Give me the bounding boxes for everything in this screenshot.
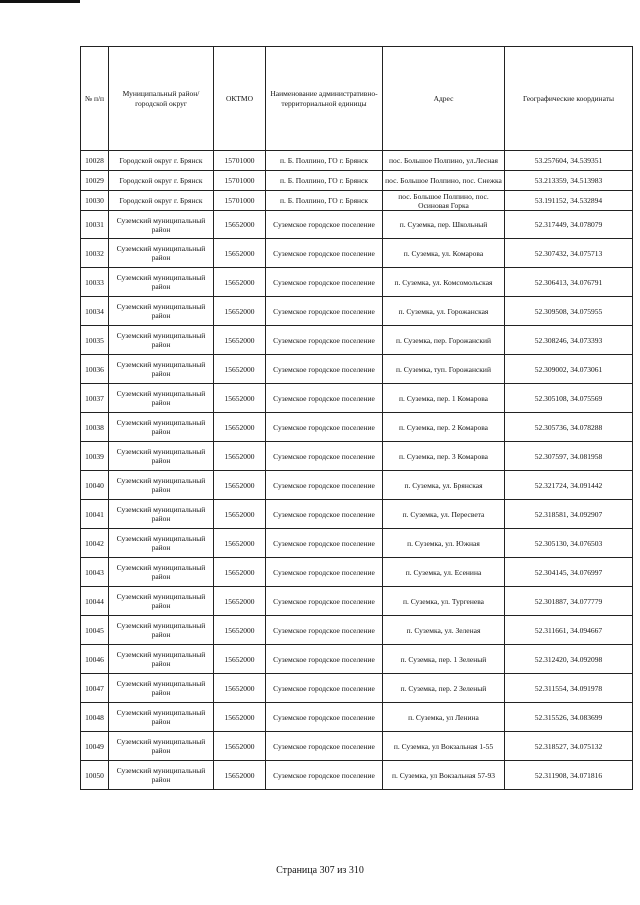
table-row [81,587,633,616]
cell-district: Суземский муниципальный район [109,297,214,326]
header-address: Адрес [383,47,505,151]
cell-district: Суземский муниципальный район [109,239,214,268]
cell-coords: 52.318581, 34.092907 [505,500,633,529]
table-body [81,151,633,790]
cell-coords: 52.304145, 34.076997 [505,558,633,587]
cell-address: п. Суземка, ул Вокзальная 1-55 [383,732,505,761]
table-row [81,355,633,384]
cell-unit: Суземское городское поселение [266,761,383,790]
cell-district: Суземский муниципальный район [109,587,214,616]
table-row [81,471,633,500]
cell-num: 10028 [81,151,109,171]
cell-num: 10039 [81,442,109,471]
cell-district: Суземский муниципальный район [109,326,214,355]
cell-num: 10031 [81,211,109,239]
cell-district: Суземский муниципальный район [109,211,214,239]
cell-address: п. Суземка, пер. 2 Комарова [383,413,505,442]
cell-unit: Суземское городское поселение [266,355,383,384]
cell-address: пос. Большое Полпино, ул.Лесная [383,151,505,171]
cell-num: 10045 [81,616,109,645]
cell-address: п. Суземка, ул. Комарова [383,239,505,268]
table-header-row [81,47,633,151]
cell-district: Суземский муниципальный район [109,674,214,703]
cell-district: Суземский муниципальный район [109,471,214,500]
cell-district: Суземский муниципальный район [109,413,214,442]
cell-oktmo: 15652000 [214,211,266,239]
table-row [81,297,633,326]
cell-coords: 52.309002, 34.073061 [505,355,633,384]
cell-coords: 52.307597, 34.081958 [505,442,633,471]
cell-address: п. Суземка, ул. Тургенева [383,587,505,616]
table-row [81,268,633,297]
cell-unit: п. Б. Полпино, ГО г. Брянск [266,171,383,191]
cell-coords: 52.301887, 34.077779 [505,587,633,616]
address-table [80,46,633,790]
table-row [81,171,633,191]
cell-num: 10046 [81,645,109,674]
cell-unit: Суземское городское поселение [266,616,383,645]
cell-coords: 52.305130, 34.076503 [505,529,633,558]
cell-unit: Суземское городское поселение [266,442,383,471]
table-row [81,500,633,529]
header-num: № п/п [81,47,109,151]
cell-num: 10035 [81,326,109,355]
table-row [81,211,633,239]
table-row [81,442,633,471]
cell-address: пос. Большое Полпино, пос. Снежка [383,171,505,191]
cell-unit: Суземское городское поселение [266,413,383,442]
cell-num: 10030 [81,191,109,211]
table-row [81,761,633,790]
cell-address: п. Суземка, ул. Комсомольская [383,268,505,297]
table-row [81,326,633,355]
cell-address: п. Суземка, ул Вокзальная 57-93 [383,761,505,790]
cell-district: Суземский муниципальный район [109,529,214,558]
table-row [81,191,633,211]
table-row [81,674,633,703]
table-row [81,703,633,732]
cell-oktmo: 15652000 [214,268,266,297]
cell-coords: 52.311908, 34.071816 [505,761,633,790]
cell-address: п. Суземка, туп. Горожанский [383,355,505,384]
cell-coords: 52.305108, 34.075569 [505,384,633,413]
cell-unit: п. Б. Полпино, ГО г. Брянск [266,151,383,171]
cell-num: 10032 [81,239,109,268]
cell-unit: Суземское городское поселение [266,674,383,703]
cell-address: п. Суземка, пер. 2 Зеленый [383,674,505,703]
cell-oktmo: 15652000 [214,558,266,587]
table-row [81,413,633,442]
cell-oktmo: 15652000 [214,297,266,326]
cell-unit: Суземское городское поселение [266,587,383,616]
header-district: Муниципальный район/городской округ [109,47,214,151]
cell-district: Суземский муниципальный район [109,645,214,674]
cell-oktmo: 15701000 [214,171,266,191]
cell-oktmo: 15652000 [214,529,266,558]
table-row [81,239,633,268]
cell-unit: Суземское городское поселение [266,211,383,239]
cell-district: Суземский муниципальный район [109,761,214,790]
cell-oktmo: 15701000 [214,191,266,211]
cell-address: п. Суземка, ул Ленина [383,703,505,732]
cell-unit: Суземское городское поселение [266,500,383,529]
cell-num: 10036 [81,355,109,384]
cell-oktmo: 15652000 [214,239,266,268]
cell-district: Суземский муниципальный район [109,500,214,529]
top-rule [0,0,80,3]
cell-district: Городской округ г. Брянск [109,151,214,171]
cell-address: п. Суземка, пер. 3 Комарова [383,442,505,471]
cell-district: Суземский муниципальный район [109,703,214,732]
cell-num: 10033 [81,268,109,297]
cell-oktmo: 15652000 [214,413,266,442]
cell-oktmo: 15652000 [214,616,266,645]
cell-oktmo: 15652000 [214,703,266,732]
cell-num: 10043 [81,558,109,587]
cell-district: Суземский муниципальный район [109,268,214,297]
cell-oktmo: 15701000 [214,151,266,171]
cell-unit: Суземское городское поселение [266,558,383,587]
cell-unit: Суземское городское поселение [266,239,383,268]
table-row [81,151,633,171]
cell-address: п. Суземка, ул. Горожанская [383,297,505,326]
cell-num: 10029 [81,171,109,191]
cell-unit: Суземское городское поселение [266,326,383,355]
cell-coords: 52.312420, 34.092098 [505,645,633,674]
cell-num: 10050 [81,761,109,790]
cell-num: 10037 [81,384,109,413]
cell-coords: 52.307432, 34.075713 [505,239,633,268]
cell-oktmo: 15652000 [214,500,266,529]
table-row [81,529,633,558]
cell-district: Суземский муниципальный район [109,558,214,587]
cell-coords: 53.257604, 34.539351 [505,151,633,171]
cell-coords: 52.308246, 34.073393 [505,326,633,355]
cell-district: Суземский муниципальный район [109,616,214,645]
cell-unit: Суземское городское поселение [266,268,383,297]
cell-address: п. Суземка, ул. Брянская [383,471,505,500]
cell-num: 10034 [81,297,109,326]
table-row [81,645,633,674]
cell-oktmo: 15652000 [214,326,266,355]
cell-coords: 52.318527, 34.075132 [505,732,633,761]
cell-unit: Суземское городское поселение [266,645,383,674]
cell-address: п. Суземка, пер. Горожанский [383,326,505,355]
cell-address: п. Суземка, пер. 1 Комарова [383,384,505,413]
cell-oktmo: 15652000 [214,355,266,384]
cell-coords: 52.305736, 34.078288 [505,413,633,442]
cell-unit: Суземское городское поселение [266,471,383,500]
cell-district: Городской округ г. Брянск [109,191,214,211]
cell-oktmo: 15652000 [214,761,266,790]
cell-district: Суземский муниципальный район [109,732,214,761]
cell-coords: 52.306413, 34.076791 [505,268,633,297]
cell-num: 10044 [81,587,109,616]
cell-address: п. Суземка, ул. Зеленая [383,616,505,645]
cell-unit: п. Б. Полпино, ГО г. Брянск [266,191,383,211]
cell-num: 10048 [81,703,109,732]
header-unit: Наименование административно-территориальной единицы [266,47,383,151]
cell-num: 10041 [81,500,109,529]
cell-num: 10040 [81,471,109,500]
cell-unit: Суземское городское поселение [266,384,383,413]
cell-unit: Суземское городское поселение [266,732,383,761]
table-row [81,616,633,645]
cell-oktmo: 15652000 [214,384,266,413]
cell-unit: Суземское городское поселение [266,529,383,558]
cell-num: 10038 [81,413,109,442]
cell-unit: Суземское городское поселение [266,703,383,732]
cell-coords: 52.317449, 34.078079 [505,211,633,239]
header-oktmo: ОКТМО [214,47,266,151]
cell-address: п. Суземка, ул. Пересвета [383,500,505,529]
cell-district: Городской округ г. Брянск [109,171,214,191]
cell-oktmo: 15652000 [214,732,266,761]
cell-unit: Суземское городское поселение [266,297,383,326]
cell-address: пос. Большое Полпино, пос. Осиновая Горка [383,191,505,211]
cell-coords: 52.315526, 34.083699 [505,703,633,732]
table-row [81,732,633,761]
page-number: Страница 307 из 310 [276,865,364,876]
cell-address: п. Суземка, ул. Южная [383,529,505,558]
cell-district: Суземский муниципальный район [109,384,214,413]
cell-oktmo: 15652000 [214,674,266,703]
cell-oktmo: 15652000 [214,442,266,471]
cell-address: п. Суземка, пер. 1 Зеленый [383,645,505,674]
cell-address: п. Суземка, пер. Школьный [383,211,505,239]
cell-coords: 53.191152, 34.532894 [505,191,633,211]
cell-oktmo: 15652000 [214,471,266,500]
cell-address: п. Суземка, ул. Есенина [383,558,505,587]
cell-num: 10047 [81,674,109,703]
cell-num: 10042 [81,529,109,558]
table-row [81,384,633,413]
cell-coords: 53.213359, 34.513983 [505,171,633,191]
table-row [81,558,633,587]
cell-district: Суземский муниципальный район [109,355,214,384]
cell-num: 10049 [81,732,109,761]
cell-oktmo: 15652000 [214,645,266,674]
cell-oktmo: 15652000 [214,587,266,616]
header-coords: Географические координаты [505,47,633,151]
cell-coords: 52.309508, 34.075955 [505,297,633,326]
cell-coords: 52.311661, 34.094667 [505,616,633,645]
cell-coords: 52.321724, 34.091442 [505,471,633,500]
cell-coords: 52.311554, 34.091978 [505,674,633,703]
cell-district: Суземский муниципальный район [109,442,214,471]
